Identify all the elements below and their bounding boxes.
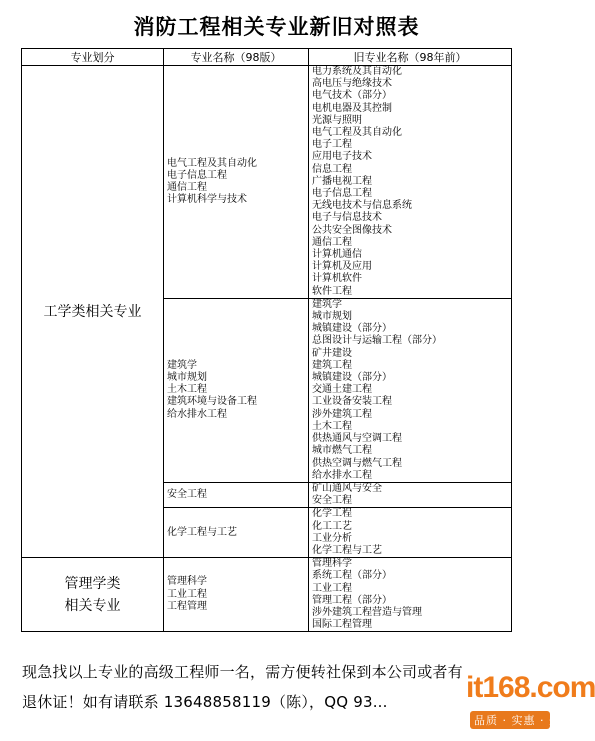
major-name: 给水排水工程 xyxy=(167,408,227,420)
major-name: 公共安全图像技术 xyxy=(312,224,392,236)
category-engineering xyxy=(22,66,164,558)
comparison-table xyxy=(21,48,512,632)
major-name: 电气工程及其自动化 xyxy=(167,157,257,169)
major-name: 无线电技术与信息系统 xyxy=(312,200,412,212)
major-name: 供热通风与空调工程 xyxy=(312,433,402,445)
new-majors-cell xyxy=(164,482,309,507)
major-name: 工业工程 xyxy=(312,582,352,594)
major-name: 电子工程 xyxy=(312,139,352,151)
major-name: 建筑环境与设备工程 xyxy=(167,396,257,408)
major-name: 建筑工程 xyxy=(312,359,352,371)
major-name: 城镇建设（部分） xyxy=(312,372,392,384)
category-label: 相关专业 xyxy=(64,597,121,614)
new-majors-cell xyxy=(164,508,309,558)
major-name: 计算机科学与技术 xyxy=(167,194,247,206)
major-name: 电机电器及其控制 xyxy=(312,102,392,114)
major-name: 土木工程 xyxy=(312,420,352,432)
page-title: 消防工程相关专业新旧对照表 xyxy=(133,15,420,39)
header-category: 专业划分 xyxy=(22,49,164,66)
major-name: 建筑学 xyxy=(312,298,342,310)
major-name: 管理科学 xyxy=(167,576,207,588)
major-name: 工程管理 xyxy=(167,600,207,612)
major-name: 工业分析 xyxy=(312,532,352,544)
header-new-major: 专业名称（98版） xyxy=(164,49,309,66)
major-name: 土木工程 xyxy=(167,384,207,396)
major-name: 电气工程及其自动化 xyxy=(312,127,402,139)
new-majors-cell xyxy=(164,66,309,299)
major-name: 电子信息工程 xyxy=(312,188,372,200)
major-name: 涉外建筑工程营造与管理 xyxy=(312,606,422,618)
major-name: 安全工程 xyxy=(167,489,207,500)
major-name: 广播电视工程 xyxy=(312,175,372,187)
new-majors-cell xyxy=(164,558,309,632)
major-name: 化学工程与工艺 xyxy=(167,526,237,538)
watermark-logo-text: it168.com xyxy=(466,671,595,704)
major-name: 信息工程 xyxy=(312,163,352,175)
old-majors-cell xyxy=(309,298,512,482)
notice-line: 退休证！如有请联系 13648858119（陈），QQ 93... xyxy=(22,693,388,711)
major-name: 计算机通信 xyxy=(312,249,362,261)
category-management xyxy=(22,558,164,632)
major-name: 管理科学 xyxy=(312,558,352,570)
major-name: 涉外建筑工程 xyxy=(312,408,372,420)
watermark-tagline: 品质 · 实惠 · 生活 xyxy=(474,714,573,727)
major-name: 城市规划 xyxy=(312,311,352,323)
major-name: 光源与照明 xyxy=(312,114,362,126)
major-name: 管理工程（部分） xyxy=(312,594,392,606)
major-name: 计算机软件 xyxy=(312,273,362,285)
major-name: 化学工程与工艺 xyxy=(312,544,382,556)
major-name: 高电压与绝缘技术 xyxy=(312,78,392,90)
major-name: 电力系统及其自动化 xyxy=(312,66,402,77)
table-row xyxy=(22,66,512,299)
major-name: 计算机及应用 xyxy=(312,261,372,273)
major-name: 总图设计与运输工程（部分） xyxy=(312,335,442,347)
recruitment-notice xyxy=(22,657,542,717)
major-name: 城镇建设（部分） xyxy=(312,323,392,335)
major-name: 城市燃气工程 xyxy=(312,445,372,457)
watermark-logo xyxy=(466,663,595,739)
major-name: 工业工程 xyxy=(167,588,207,600)
major-name: 通信工程 xyxy=(312,236,352,248)
category-label: 工学类相关专业 xyxy=(43,303,142,320)
major-name: 电子与信息技术 xyxy=(312,212,382,224)
major-name: 建筑学 xyxy=(167,359,197,371)
major-name: 电气技术（部分） xyxy=(312,90,392,102)
major-name: 安全工程 xyxy=(312,495,352,507)
major-name: 矿井建设 xyxy=(312,347,352,359)
major-name: 应用电子技术 xyxy=(312,151,372,163)
major-name: 电子信息工程 xyxy=(167,169,227,181)
header-old-major: 旧专业名称（98年前） xyxy=(309,49,512,66)
new-majors-cell xyxy=(164,298,309,482)
major-name: 城市规划 xyxy=(167,372,207,384)
major-name: 矿山通风与安全 xyxy=(312,482,382,494)
major-name: 化工工艺 xyxy=(312,520,352,532)
notice-line: 现急找以上专业的高级工程师一名，需方便转社保到本公司或者有 xyxy=(22,663,463,681)
major-name: 工业设备安装工程 xyxy=(312,396,392,408)
category-label: 管理学类 xyxy=(64,575,121,592)
old-majors-cell xyxy=(309,508,512,558)
major-name: 交通土建工程 xyxy=(312,384,372,396)
old-majors-cell xyxy=(309,66,512,299)
old-majors-cell xyxy=(309,558,512,632)
major-name: 化学工程 xyxy=(312,508,352,520)
major-name: 给水排水工程 xyxy=(312,469,372,481)
major-name: 供热空调与燃气工程 xyxy=(312,457,402,469)
major-name: 通信工程 xyxy=(167,181,207,193)
table-header-row xyxy=(22,49,512,66)
major-name: 系统工程（部分） xyxy=(312,570,392,582)
major-name: 软件工程 xyxy=(312,285,352,297)
old-majors-cell xyxy=(309,482,512,507)
table-row xyxy=(22,558,512,632)
major-name: 国际工程管理 xyxy=(312,619,372,631)
